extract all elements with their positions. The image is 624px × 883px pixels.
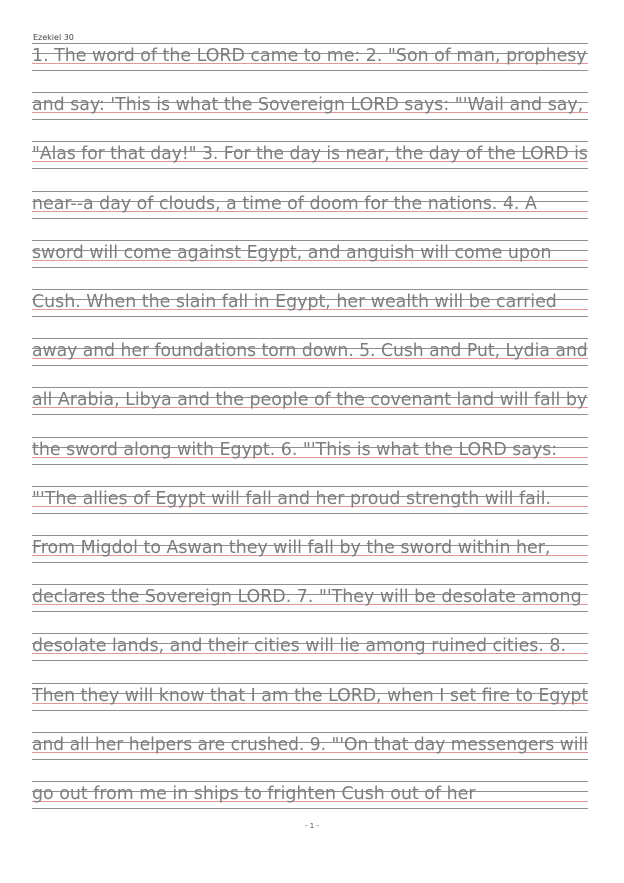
guide-line xyxy=(32,781,588,782)
guide-line xyxy=(32,584,588,585)
guide-line xyxy=(32,365,588,366)
tracing-text: all Arabia, Libya and the people of the covenant land will fall by xyxy=(32,390,588,411)
guide-line xyxy=(32,759,588,760)
ruled-line xyxy=(32,89,588,123)
guide-line xyxy=(32,683,588,684)
tracing-text: 1. The word of the LORD came to me: 2. "Son of man, prophesy xyxy=(32,46,587,66)
ruled-line xyxy=(32,483,588,517)
ruled-line xyxy=(32,286,588,320)
guide-line xyxy=(32,464,588,465)
guide-line xyxy=(32,338,588,339)
guide-line xyxy=(32,141,588,142)
ruled-line xyxy=(32,335,588,369)
tracing-text: From Migdol to Aswan they will fall by the sword within her, xyxy=(32,538,551,558)
tracing-text: "Alas for that day!" 3. For the day is near, the day of the LORD is xyxy=(32,144,588,165)
guide-line xyxy=(32,191,588,192)
guide-line xyxy=(32,218,588,219)
page-number: - 1 - xyxy=(305,822,319,830)
ruled-line xyxy=(32,138,588,172)
guide-line xyxy=(32,168,588,169)
guide-line xyxy=(32,289,588,290)
guide-line xyxy=(32,611,588,612)
ruled-line xyxy=(32,434,588,468)
guide-line xyxy=(32,486,588,487)
guide-line xyxy=(32,633,588,634)
tracing-text: and all her helpers are crushed. 9. "'On that day messengers will xyxy=(32,734,588,755)
tracing-text: near--a day of clouds, a time of doom for the nations. 4. A xyxy=(32,193,537,214)
ruled-line xyxy=(32,384,588,418)
guide-line xyxy=(32,710,588,711)
tracing-text: Cush. When the slain fall in Egypt, her wealth will be carried xyxy=(32,292,557,312)
guide-line xyxy=(32,562,588,563)
tracing-text: sword will come against Egypt, and anguish will come upon xyxy=(32,242,552,263)
ruled-line xyxy=(32,630,588,664)
guide-line xyxy=(32,513,588,514)
ruled-line xyxy=(32,237,588,271)
guide-line xyxy=(32,660,588,661)
tracing-text: go out from me in ships to frighten Cush out of her xyxy=(32,784,476,804)
ruled-line xyxy=(32,778,588,812)
ruled-line xyxy=(32,729,588,763)
guide-line xyxy=(32,437,588,438)
ruled-line xyxy=(32,40,588,74)
guide-line xyxy=(32,92,588,93)
guide-line xyxy=(32,732,588,733)
guide-line xyxy=(32,240,588,241)
page-header: Ezekiel 30 xyxy=(33,33,74,42)
guide-line xyxy=(32,387,588,388)
guide-line xyxy=(32,119,588,120)
guide-line xyxy=(32,70,588,71)
tracing-text: declares the Sovereign LORD. 7. "'They will be desolate among xyxy=(32,587,582,608)
ruled-line xyxy=(32,532,588,566)
tracing-text: Then they will know that I am the LORD, when I set fire to Egypt xyxy=(32,685,589,706)
guide-line xyxy=(32,808,588,809)
guide-line xyxy=(32,316,588,317)
ruled-line xyxy=(32,188,588,222)
tracing-text: the sword along with Egypt. 6. "'This is what the LORD says: xyxy=(32,439,558,460)
tracing-text: and say: 'This is what the Sovereign LORD says: "'Wail and say, xyxy=(32,95,584,116)
guide-line xyxy=(32,43,588,44)
tracing-text: desolate lands, and their cities will lie among ruined cities. 8. xyxy=(32,636,566,657)
tracing-text: away and her foundations torn down. 5. Cush and Put, Lydia and xyxy=(32,341,588,362)
guide-line xyxy=(32,267,588,268)
guide-line xyxy=(32,535,588,536)
ruled-line xyxy=(32,581,588,615)
guide-line xyxy=(32,414,588,415)
ruled-line xyxy=(32,680,588,714)
tracing-text: "'The allies of Egypt will fall and her proud strength will fail. xyxy=(32,488,551,509)
